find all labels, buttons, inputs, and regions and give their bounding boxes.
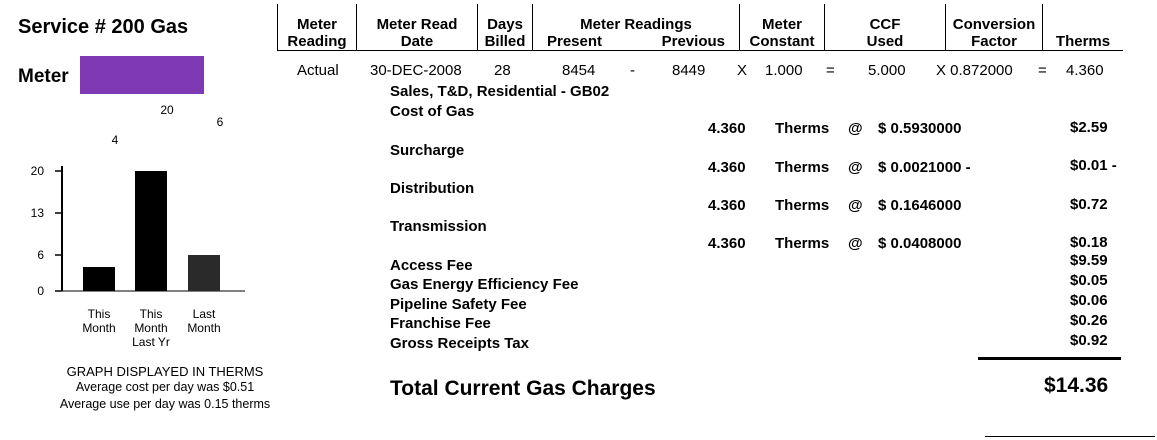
charge-label: Distribution (390, 180, 475, 197)
x-category-label: Last (192, 307, 216, 321)
col-meter-read-date: Meter Read Date (357, 4, 478, 51)
charge-amount: $0.18 (1070, 234, 1108, 251)
charge-amount: $0.01 - (1070, 157, 1117, 174)
reading-conversion: X 0.872000 (936, 62, 1013, 79)
charge-amount: $0.72 (1070, 196, 1108, 213)
meter-header-table (277, 4, 1123, 51)
redacted-meter-number (80, 56, 204, 94)
usage-chart (0, 90, 320, 350)
fee-label: Gas Energy Efficiency Fee (390, 276, 579, 293)
x-category-label: This (87, 307, 111, 321)
total-rule (978, 357, 1121, 360)
charge-unit: Therms (775, 120, 830, 137)
rate-class: Sales, T&D, Residential - GB02 (390, 83, 610, 100)
charge-unit: Therms (775, 197, 830, 214)
reading-days: 28 (494, 62, 511, 79)
charge-at: @ (848, 197, 863, 214)
charge-rate: $ 0.0021000 - (878, 159, 971, 176)
reading-dash: - (630, 62, 635, 79)
x-category-label: Month (187, 321, 221, 335)
col-meter-reading: Meter Reading (278, 4, 357, 51)
reading-equals-2: = (1038, 62, 1047, 79)
x-category-label: This (139, 307, 163, 321)
fee-label: Gross Receipts Tax (390, 335, 529, 352)
meter-label: Meter (18, 66, 69, 87)
present-header: Present (547, 33, 603, 50)
bar (188, 255, 220, 291)
fee-amount: $0.26 (1070, 312, 1108, 329)
total-label: Total Current Gas Charges (390, 377, 656, 400)
fee-amount: $0.06 (1070, 292, 1108, 309)
bar (83, 267, 115, 291)
col-days-billed: Days Billed (478, 4, 533, 51)
col-meter-constant: Meter Constant (740, 4, 825, 51)
charge-amount: $2.59 (1070, 119, 1108, 136)
avg-use: Average use per day was 0.15 therms (59, 397, 271, 411)
x-category-label: Month (82, 321, 116, 335)
bar-value-label: 4 (111, 133, 119, 147)
previous-header: Previous (661, 33, 725, 50)
avg-cost: Average cost per day was $0.51 (75, 380, 255, 394)
charge-at: @ (848, 120, 863, 137)
charge-unit: Therms (775, 159, 830, 176)
total-amount: $14.36 (1044, 374, 1109, 397)
bottom-rule (985, 436, 1155, 437)
x-category-label: Month (134, 321, 168, 335)
reading-constant: 1.000 (765, 62, 803, 79)
charge-qty: 4.360 (708, 235, 746, 252)
reading-type: Actual (297, 62, 339, 79)
charge-qty: 4.360 (708, 159, 746, 176)
col-meter-readings: Meter Readings Present Previous (533, 4, 740, 51)
charge-label: Cost of Gas (390, 103, 475, 120)
bar-value-label: 6 (216, 115, 224, 129)
col-therms: Therms (1043, 4, 1124, 51)
col-conversion-factor: Conversion Factor (946, 4, 1043, 51)
fee-label: Access Fee (390, 257, 473, 274)
charge-rate: $ 0.5930000 (878, 120, 962, 137)
charge-rate: $ 0.0408000 (878, 235, 962, 252)
y-tick-label: 13 (30, 206, 44, 220)
reading-ccf: 5.000 (868, 62, 906, 79)
charge-qty: 4.360 (708, 197, 746, 214)
fee-label: Franchise Fee (390, 315, 491, 332)
y-tick-label: 6 (37, 248, 44, 262)
x-category-label: Last Yr (132, 335, 170, 349)
fee-amount: $9.59 (1070, 252, 1108, 269)
bar (135, 171, 167, 291)
charge-at: @ (848, 159, 863, 176)
reading-present: 8454 (562, 62, 596, 79)
graph-caption: GRAPH DISPLAYED IN THERMS (66, 364, 264, 379)
charge-at: @ (848, 235, 863, 252)
reading-previous: 8449 (672, 62, 706, 79)
bar-value-label: 20 (160, 103, 174, 117)
reading-therms: 4.360 (1066, 62, 1104, 79)
charge-unit: Therms (775, 235, 830, 252)
charge-label: Surcharge (390, 142, 465, 159)
fee-label: Pipeline Safety Fee (390, 296, 527, 313)
col-ccf-used: CCF Used (825, 4, 946, 51)
y-tick-label: 0 (37, 284, 44, 298)
reading-date: 30-DEC-2008 (370, 62, 462, 79)
fee-amount: $0.92 (1070, 332, 1108, 349)
service-title: Service # 200 Gas (18, 16, 189, 38)
charge-qty: 4.360 (708, 120, 746, 137)
reading-times: X (737, 62, 748, 79)
reading-equals-1: = (826, 62, 835, 79)
charge-label: Transmission (390, 218, 487, 235)
y-tick-label: 20 (30, 164, 44, 178)
charge-rate: $ 0.1646000 (878, 197, 962, 214)
fee-amount: $0.05 (1070, 272, 1108, 289)
